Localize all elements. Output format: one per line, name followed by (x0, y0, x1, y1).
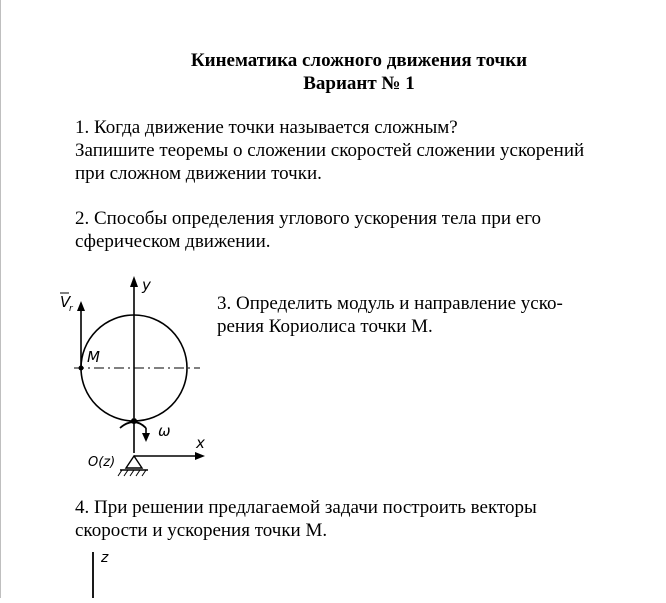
ground-hatch-3 (130, 470, 134, 476)
page-edge (0, 0, 1, 598)
question-3 (217, 292, 563, 338)
ground-hatch-2 (124, 470, 128, 476)
question-4-line-1: 4. При решении предлагаемой задачи построить векторы (75, 497, 537, 518)
point-m-label: M (87, 348, 100, 366)
ground-hatch-4 (136, 470, 140, 476)
z-axis-label: z (101, 550, 109, 566)
x-axis-label: x (196, 434, 205, 452)
disk-rotation-diagram (50, 268, 230, 483)
question-2-line-2: сферическом движении. (75, 231, 271, 252)
partial-figure-svg (85, 546, 135, 598)
omega-label: ω (158, 422, 171, 440)
partial-figure (85, 546, 135, 598)
question-1-line-3: при сложном движении точки. (75, 163, 322, 184)
y-axis-arrowhead (130, 276, 138, 287)
pin-support (126, 456, 142, 468)
rotation-arrowhead (142, 433, 150, 442)
variant-heading: Вариант № 1 (303, 73, 415, 94)
rotation-arc (120, 422, 146, 428)
question-1-line-2: Запишите теоремы о сложении скоростей сложении ускорений (75, 140, 585, 161)
question-1-line-1: 1. Когда движение точки называется сложным? (75, 117, 458, 138)
origin-label: O(z) (88, 455, 116, 470)
question-1 (75, 116, 584, 185)
question-2-line-1: 2. Способы определения углового ускорения тела при его (75, 208, 542, 229)
disk-rotation-diagram-svg (50, 268, 230, 483)
velocity-vr-label: V (60, 293, 71, 311)
question-3-line-2: рения Кориолиса точки М. (217, 316, 433, 337)
ground-hatch-1 (118, 470, 122, 476)
question-4-line-2: скорости и ускорения точки М. (75, 520, 328, 541)
question-4 (75, 496, 537, 542)
velocity-vr-subscript: r (69, 304, 73, 314)
y-axis-label: y (142, 276, 151, 294)
document-title: Кинематика сложного движения точки (190, 50, 528, 71)
ground-hatch-5 (142, 470, 146, 476)
velocity-vr-arrowhead (77, 301, 85, 311)
question-3-line-1: 3. Определить модуль и направление уско- (217, 293, 563, 314)
question-2 (75, 207, 541, 253)
x-axis-arrowhead (195, 452, 205, 460)
